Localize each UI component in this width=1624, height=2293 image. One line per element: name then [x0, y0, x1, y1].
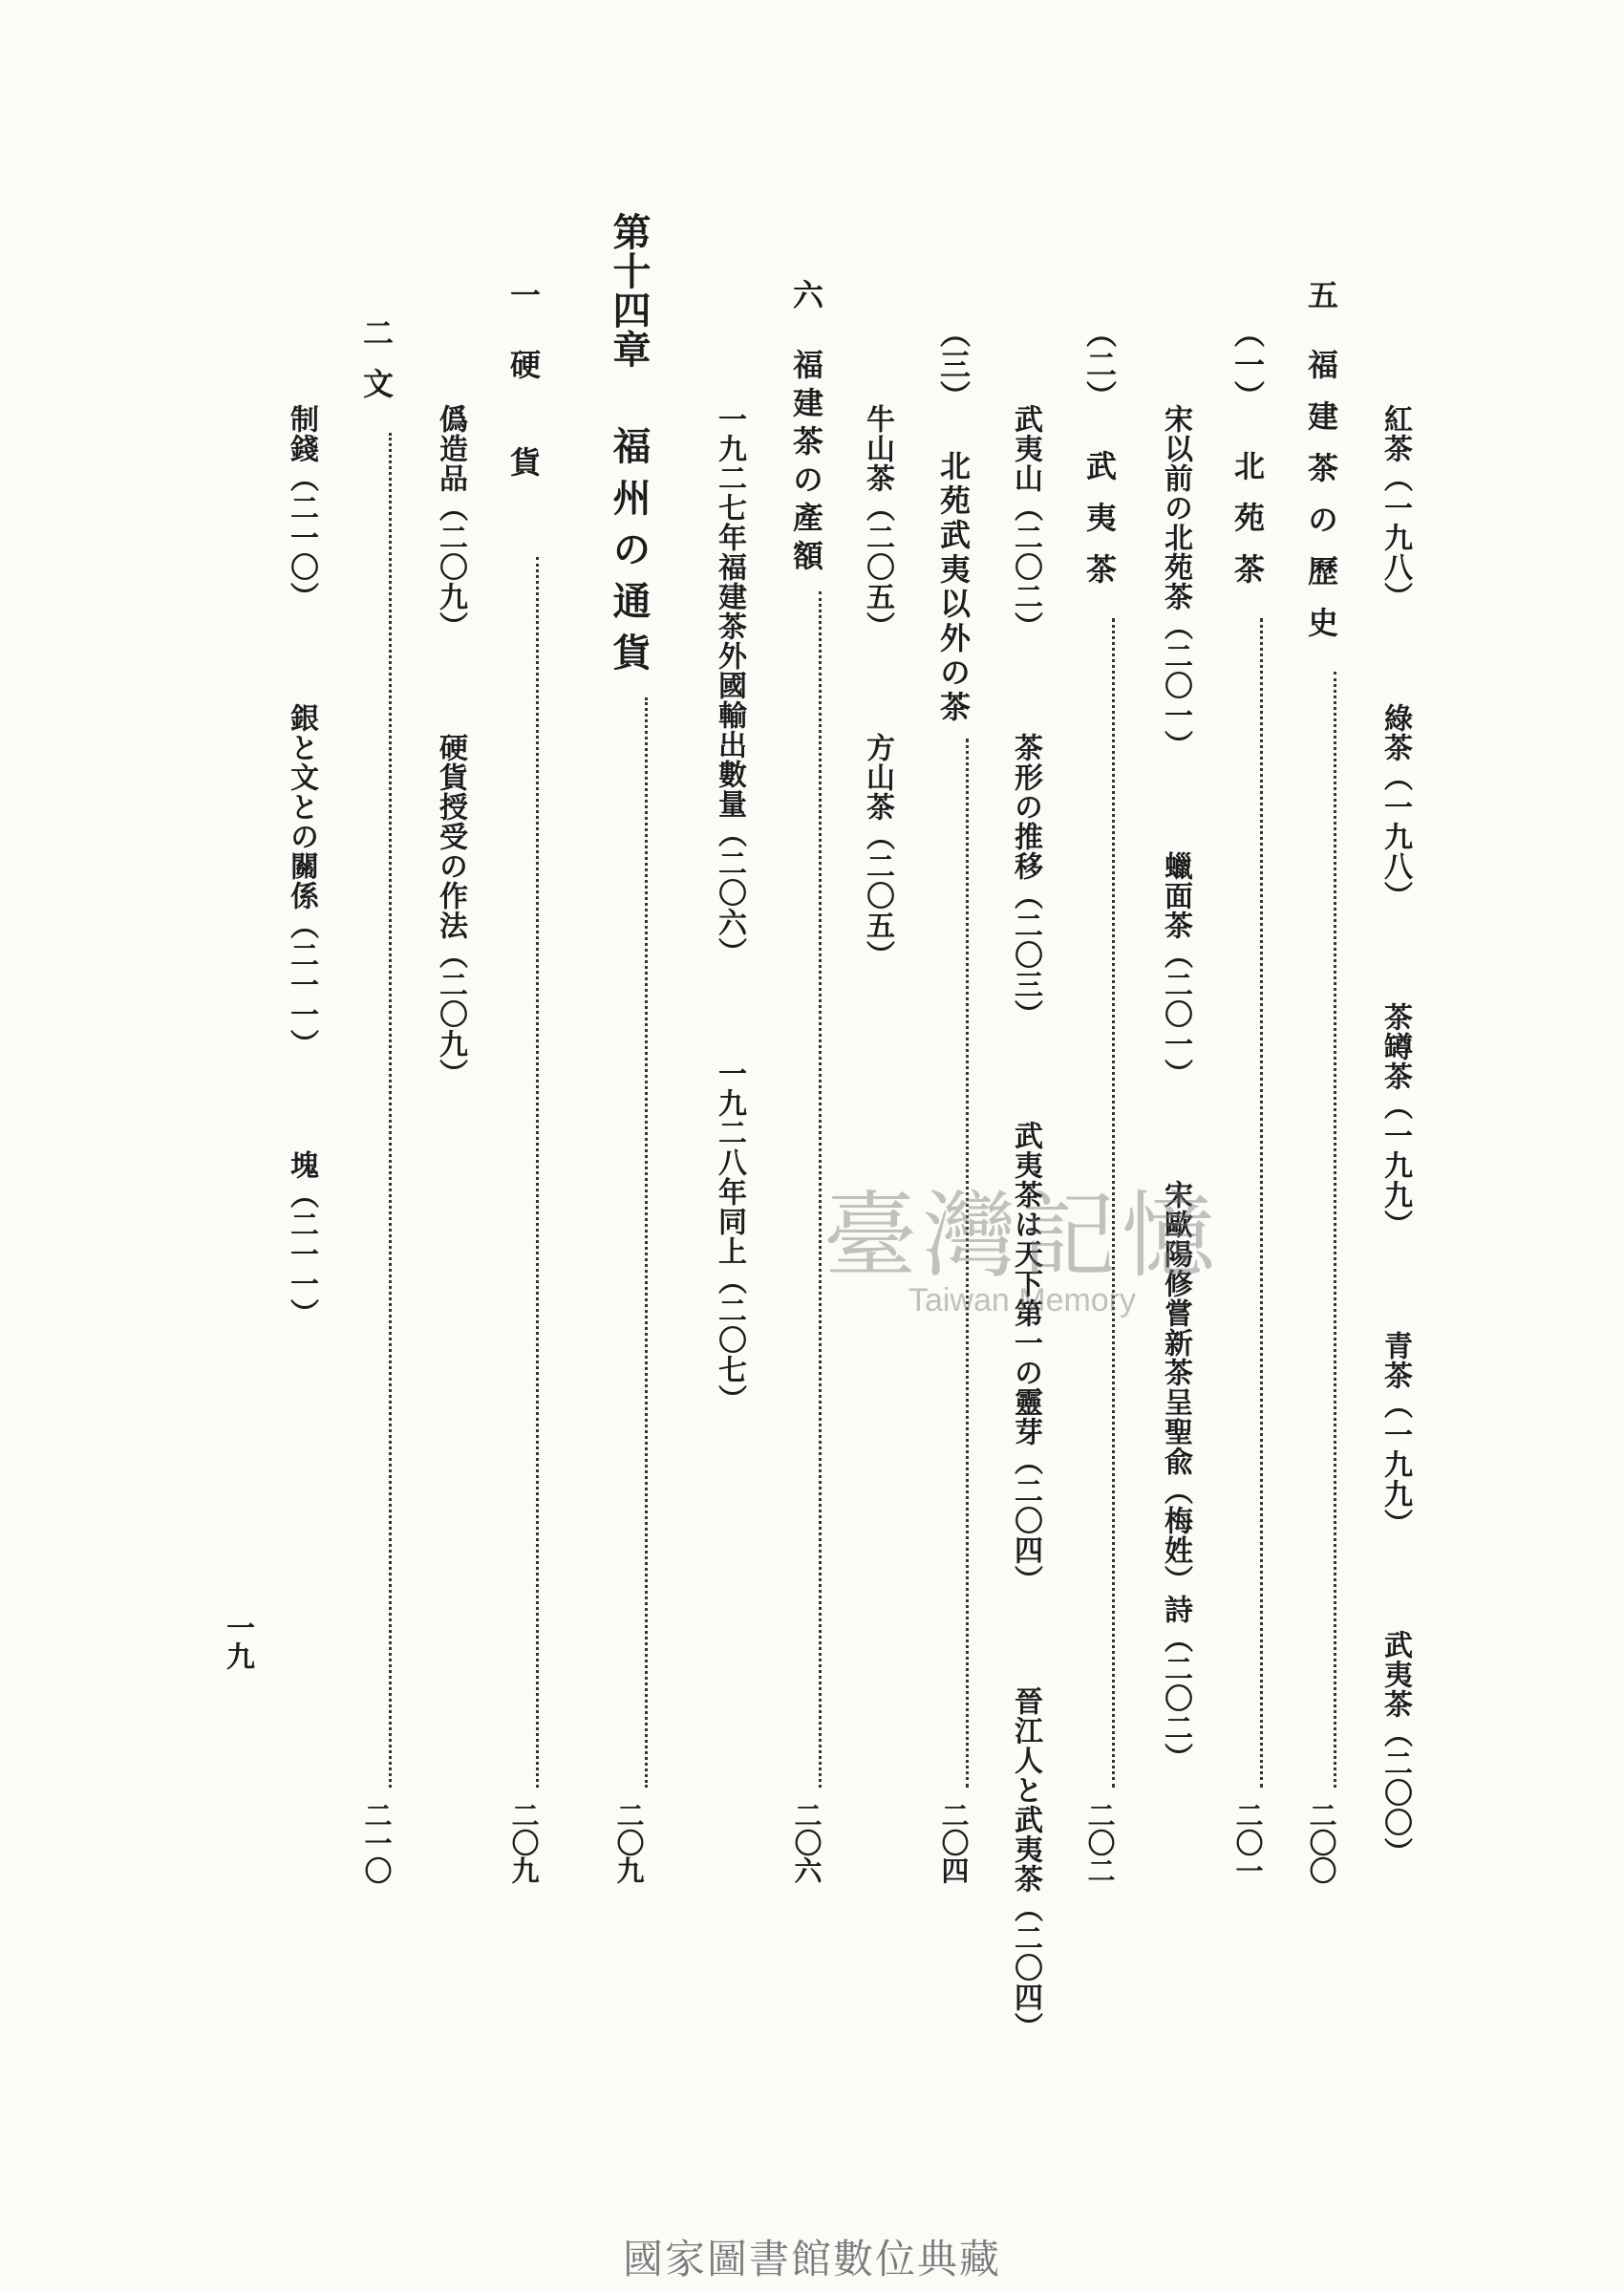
chapter-heading [607, 212, 652, 1884]
toc-subitem: 僞造品（二〇九） [434, 404, 467, 641]
dotted-leader [966, 739, 969, 1788]
chapter-title: 福州の通貨 [607, 426, 652, 684]
watermark-english: Taiwan Memory [908, 1282, 1137, 1318]
toc-subitem: 紅茶（一九八） [1378, 404, 1412, 611]
toc-entry-number: （二） [1081, 317, 1118, 412]
toc-subitem: 青茶（一九九） [1378, 1331, 1412, 1538]
toc-subitems [285, 404, 318, 1328]
toc-entry-page: 二〇〇 [1305, 1801, 1338, 1884]
chapter-page: 二〇九 [612, 1801, 646, 1884]
toc-subitems [713, 404, 746, 1414]
toc-subitem: 一九二八年同上（二〇七） [713, 1059, 746, 1414]
toc-subitem: 塊（二一一） [285, 1150, 318, 1328]
chapter-number: 第十四章 [607, 212, 652, 369]
toc-subitem: 蠟面茶（二〇一） [1159, 851, 1192, 1088]
toc-entry [1229, 317, 1266, 1884]
toc-subitem: 武夷茶（二〇〇） [1378, 1630, 1412, 1867]
toc-subitems [861, 404, 894, 970]
toc-entry-title: 福建茶の歷史 [1303, 349, 1339, 658]
toc-entry-page: 二〇二 [1083, 1801, 1117, 1884]
toc-subitems [1378, 404, 1412, 1867]
dotted-leader [536, 557, 539, 1788]
toc-subitem: 宋以前の北苑茶（二〇一） [1159, 404, 1192, 760]
toc-entry [935, 317, 972, 1884]
toc-entry-number: 六 [788, 279, 824, 311]
toc-entry-page: 二〇一 [1231, 1801, 1265, 1884]
toc-entry-title: 北苑武夷以外の茶 [935, 450, 972, 725]
toc-subitems [1009, 404, 1042, 2042]
dotted-leader [645, 697, 648, 1788]
toc-entry [1303, 279, 1339, 1884]
toc-subitem: 武夷山（二〇二） [1009, 404, 1042, 641]
toc-subitem: 硬貨授受の作法（二〇九） [434, 733, 467, 1088]
dotted-leader [1112, 618, 1115, 1788]
page-number: 一九 [221, 1613, 254, 1670]
dotted-leader [819, 591, 822, 1788]
toc-subitem: 牛山茶（二〇五） [861, 404, 894, 641]
toc-entry-number: （三） [935, 317, 972, 412]
toc-entry-title: 武夷茶 [1081, 450, 1118, 605]
footer-collection-name: 國家圖書館數位典藏 [622, 2236, 1001, 2282]
toc-entry [1081, 317, 1118, 1884]
toc-subitem: 晉江人と武夷茶（二〇四） [1009, 1686, 1042, 2042]
toc-entry-title: 文 [358, 368, 395, 419]
dotted-leader [1334, 672, 1336, 1788]
toc-entry-number: （一） [1229, 317, 1266, 412]
toc-subitem: 宋歐陽修嘗新茶呈聖兪（梅姓）詩（二〇二） [1159, 1180, 1192, 1772]
toc-subitem: 茶罇茶（一九九） [1378, 1002, 1412, 1239]
toc-subitem: 方山茶（二〇五） [861, 733, 894, 970]
toc-entry-page: 二一〇 [360, 1801, 394, 1884]
watermark-chinese: 臺灣記憶 [823, 1182, 1222, 1291]
toc-entry-page: 二〇九 [507, 1801, 541, 1884]
toc-subitems [1159, 404, 1192, 1772]
toc-entry-title: 福建茶の產額 [788, 349, 824, 578]
toc-entry [505, 279, 542, 1884]
toc-entry-page: 二〇六 [790, 1801, 823, 1884]
toc-entry [358, 317, 395, 1884]
toc-subitem: 茶形の推移（二〇三） [1009, 733, 1042, 1029]
toc-entry-number: 一 [505, 279, 542, 311]
toc-entry-page: 二〇四 [937, 1801, 971, 1884]
toc-entry-title: 北苑茶 [1229, 450, 1266, 605]
toc-subitem: 綠茶（一九八） [1378, 703, 1412, 911]
toc-subitem: 一九二七年福建茶外國輸出數量（二〇六） [713, 404, 746, 967]
toc-entry-number: 五 [1303, 279, 1339, 311]
toc-subitem: 銀と文との關係（二一一） [285, 703, 318, 1059]
toc-subitem: 制錢（二一〇） [285, 404, 318, 611]
toc-subitems [434, 404, 467, 1088]
dotted-leader [1260, 618, 1263, 1788]
toc-entry-number: 二 [358, 317, 395, 349]
dotted-leader [389, 433, 392, 1788]
toc-entry-title: 硬貨 [505, 349, 542, 544]
toc-subitem: 武夷茶は天下第一の靈芽（二〇四） [1009, 1121, 1042, 1595]
toc-entry [788, 279, 824, 1884]
